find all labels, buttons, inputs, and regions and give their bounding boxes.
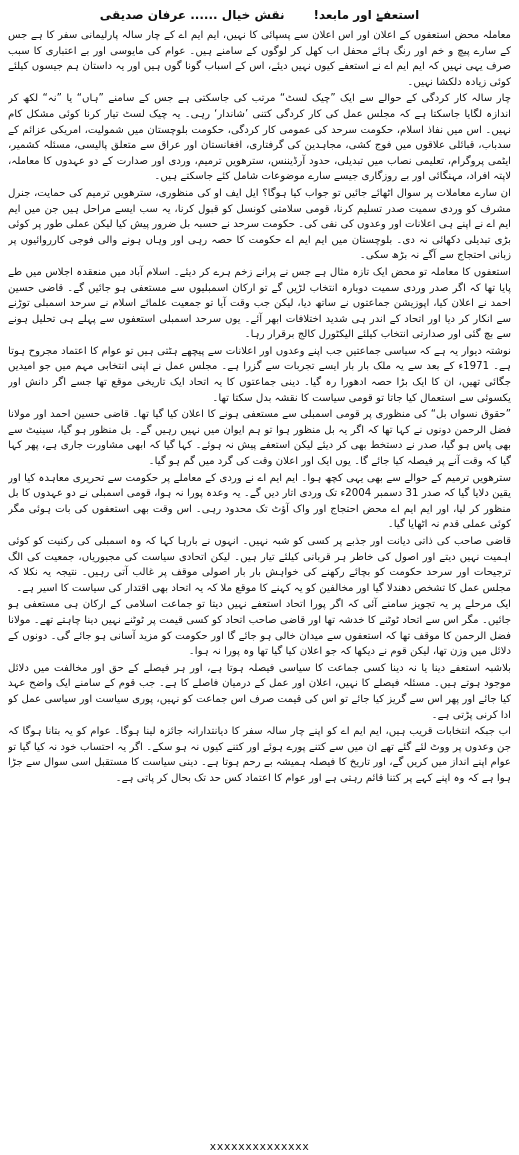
article-paragraph: چار سالہ کار کردگی کے حوالے سے ایک ”چیک لسٹ“ مرتب کی جاسکتی ہے جس کے سامنے ”ہاں“ یا ”نہ“ لکھ کر اندازہ لگایا جاسکتا ہے کہ مجلس عمل کی کار کردگی کتنی ’شاندار‘ رہی۔ یہ چیک لسٹ تیار کرنا کوئی مشکل کام نہیں۔ اس میں نفاذ اسلام، حکومت سرحد کی عمومی کار کردگی، حکومت بلوچستان میں شمولیت، امریکی عزائم کے سدباب، قبائلی علاقوں میں فوج کشی، مجاہدین کی گرفتاری، افغانستان اور عراق سے متعلق پالیسی، مسئلہ کشمیر، ایٹمی پروگرام، تعلیمی نصاب میں تبدیلی، حدود آرڈیننس، سترھویں ترمیم، وردی اور صدارت کے دو عہدوں کا معاملہ، لاپتہ افراد، مہنگائی اور بے روزگاری جیسے سارے موضوعات شامل کئے جاسکتے ہیں۔ [8, 93, 511, 183]
article-paragraph: معاملہ محض استعفوں کے اعلان اور اس اعلان سے پسپائی کا نہیں، ایم ایم اے کے چار سالہ پارلیمانی سفر کا ہے جس کے سارے پیچ و خم اور رنگ ہائے محفل اب کھل کر لوگوں کے سامنے ہیں۔ عوام کی مایوسی اور بے اعتباری کا سبب صرف یہی نہیں کہ ایم ایم اے نے استعفے کیوں نہیں دیئے، اس کے اسباب گونا گوں ہیں اور یہ داستان ہم جیسوں کیلئے کوئی زیادہ دلکشا نہیں۔ [8, 30, 511, 88]
article-paragraph: بلاشبہ استعفے دینا یا نہ دینا کسی جماعت کا سیاسی فیصلہ ہوتا ہے، اور ہر فیصلے کے حق اور مخالفت میں دلائل موجود ہوتے ہیں۔ مسئلہ فیصلے کا نہیں، اعلان اور عمل کے درمیان فاصلے کا ہے۔ جب قوم کے سامنے ایک واضح عہد کیا جائے اور پھر اس سے گریز کیا جائے تو اس کی قیمت صرف اس جماعت کو نہیں، پوری سیاست اور سیاسی عمل کو ادا کرنی پڑتی ہے۔ [8, 662, 511, 721]
article-paragraph: اب جبکہ انتخابات قریب ہیں، ایم ایم اے کو اپنے چار سالہ سفر کا دیانتدارانہ جائزہ لینا ہوگا۔ عوام کو یہ بتانا ہوگا کہ جن وعدوں پر ووٹ لئے گئے تھے ان میں سے کتنے پورے ہوئے اور کتنے کیوں نہ ہو سکے۔ اگر یہ احتساب خود نہ کیا گیا تو عوام اپنے انداز میں کریں گے، اور تاریخ کا فیصلہ ہمیشہ بے رحم ہوتا ہے۔ دینی سیاست کا مستقبل اسی سوال سے جڑا ہوا ہے کہ وہ اپنے کہے پر کتنا قائم رہتی ہے اور عوام کا اعتماد کس حد تک بحال کر پاتی ہے۔ [8, 726, 511, 784]
header-spacer [293, 8, 306, 22]
column-header [8, 6, 511, 24]
article-paragraph: سترھویں ترمیم کے حوالے سے بھی یہی کچھ ہوا۔ ایم ایم اے نے وردی کے معاملے پر حکومت سے تحریری معاہدہ کیا اور یقین دلایا گیا کہ صدر 31 دسمبر 2004ء تک وردی اتار دیں گے۔ یہ وعدہ پورا نہ ہوا، قومی اسمبلی نے دو عہدوں کا بل منظور کر لیا، اور ایم ایم اے محض احتجاج اور واک آؤٹ تک محدود رہی۔ اس وقت بھی استعفوں کی بات ہوئی مگر کوئی عملی قدم نہ اٹھایا گیا۔ [8, 472, 511, 531]
end-mark: xxxxxxxxxxxxxx [209, 1140, 310, 1153]
article-title: استعفےٰ اور مابعد! [313, 8, 420, 22]
article-paragraph: قاضی صاحب کی ذاتی دیانت اور جذبے پر کسی کو شبہ نہیں۔ انہوں نے بارہا کہا کہ وہ اسمبلی کی رکنیت کو کوئی اہمیت نہیں دیتے اور اصول کی خاطر ہر قربانی کیلئے تیار ہیں۔ لیکن اتحادی سیاست کی مجبوریاں، جمعیت کی الگ ترجیحات اور سرحد حکومت کو بچائے رکھنے کی خواہش بار بار اصولی موقف پر غالب آتی رہیں۔ نتیجہ یہ نکلا کہ مجلس عمل کا تشخص دھندلا گیا اور مخالفین کو یہ کہنے کا موقع ملا کہ یہ اتحاد بھی اقتدار کی سیاست کا اسیر ہے۔ [8, 536, 511, 594]
article-paragraph: استعفوں کا معاملہ تو محض ایک تازہ مثال ہے جس نے پرانے زخم ہرے کر دیئے۔ اسلام آباد میں منعقدہ اجلاس میں طے پایا تھا کہ اگر صدر وردی سمیت دوبارہ انتخاب لڑیں گے تو ارکان اسمبلیوں سے مستعفی ہو جائیں گے۔ قاضی حسین احمد نے اعلان کیا، اپوزیشن جماعتوں نے ساتھ دیا، لیکن جب وقت آیا تو جمعیت علمائے اسلام نے سرحد اسمبلی توڑنے سے انکار کر دیا اور اتحاد کے اندر ہی شدید اختلافات ابھر آئے۔ یوں سرحد اسمبلی استعفوں سے پہلے ہی تحلیل ہونے سے بچ گئی اور صدارتی انتخاب کیلئے الیکٹورل کالج برقرار رہا۔ [8, 266, 511, 341]
article-paragraph: ان سارے معاملات پر سوال اٹھائے جائیں تو جواب کیا ہوگا؟ ایل ایف او کی منظوری، سترھویں ترمیم کی حمایت، جنرل مشرف کو وردی سمیت صدر تسلیم کرنا، قومی سلامتی کونسل کو قبول کرنا، یہ سب ایسے مراحل ہیں جن میں ایم ایم اے نے اپنے ہی اعلانات اور وعدوں کی نفی کی۔ حکومت سرحد نے حسبہ بل ضرور پیش کیا لیکن عملی طور پر کوئی بڑی تبدیلی دکھائی نہ دی۔ بلوچستان میں ایم ایم اے حکومت کا حصہ رہی اور وہاں ہونے والی فوجی کارروائیوں پر زبانی احتجاج سے آگے نہ بڑھ سکی۔ [8, 187, 511, 262]
article-paragraph: ”حقوق نسواں بل“ کی منظوری پر قومی اسمبلی سے مستعفی ہونے کا اعلان کیا گیا تھا۔ قاضی حسین احمد اور مولانا فضل الرحمن دونوں نے کہا تھا کہ اگر یہ بل منظور ہوا تو ہم ایوان میں نہیں رہیں گے۔ بل منظور ہو گیا، سینیٹ سے بھی پاس ہو گیا، صدر نے دستخط بھی کر دیئے لیکن استعفے پیش نہ ہوئے۔ کہا گیا کہ ابھی مشاورت جاری ہے، پھر کہا گیا کہ وقت آنے پر فیصلہ کیا جائے گا۔ یوں ایک اور اعلان وقت کی گرد میں گم ہو گیا۔ [8, 409, 511, 468]
column-name: نقش خیال [221, 8, 285, 22]
article-body [8, 28, 511, 1138]
article-paragraph: ایک مرحلے پر یہ تجویز سامنے آئی کہ اگر پورا اتحاد استعفے نہیں دیتا تو جماعت اسلامی کے ارکان ہی مستعفی ہو جائیں۔ مگر اس سے اتحاد ٹوٹنے کا خدشہ تھا اور قاضی صاحب اتحاد کو کسی قیمت پر ٹوٹنے نہیں دینا چاہتے تھے۔ مولانا فضل الرحمن کا موقف تھا کہ استعفوں سے میدان خالی ہو جائے گا اور حکومت کو مزید آسانی ہو جائے گی۔ دونوں کے دلائل میں وزن تھا، لیکن قوم نے دیکھا کہ جو اعلان کیا گیا تھا وہ پورا نہ ہوا۔ [8, 599, 511, 658]
article-paragraph: نوشتہ دیوار یہ ہے کہ سیاسی جماعتیں جب اپنے وعدوں اور اعلانات سے پیچھے ہٹتی ہیں تو عوام کا اعتماد مجروح ہوتا ہے۔ 1971ء کے بعد سے یہ ملک بار بار ایسے تجربات سے گزرا ہے۔ مجلس عمل نے اپنی انتخابی مہم میں جو امیدیں جگائی تھیں، ان کا ایک بڑا حصہ ادھورا رہ گیا۔ دینی جماعتوں کا یہ اتحاد ایک تاریخی موقع تھا جسے اگر دانش اور یکسوئی سے استعمال کیا جاتا تو قومی سیاست کا نقشہ بدل سکتا تھا۔ [8, 345, 511, 404]
author-name: عرفان صدیقی [99, 8, 187, 22]
header-separator: ...... [190, 8, 218, 22]
